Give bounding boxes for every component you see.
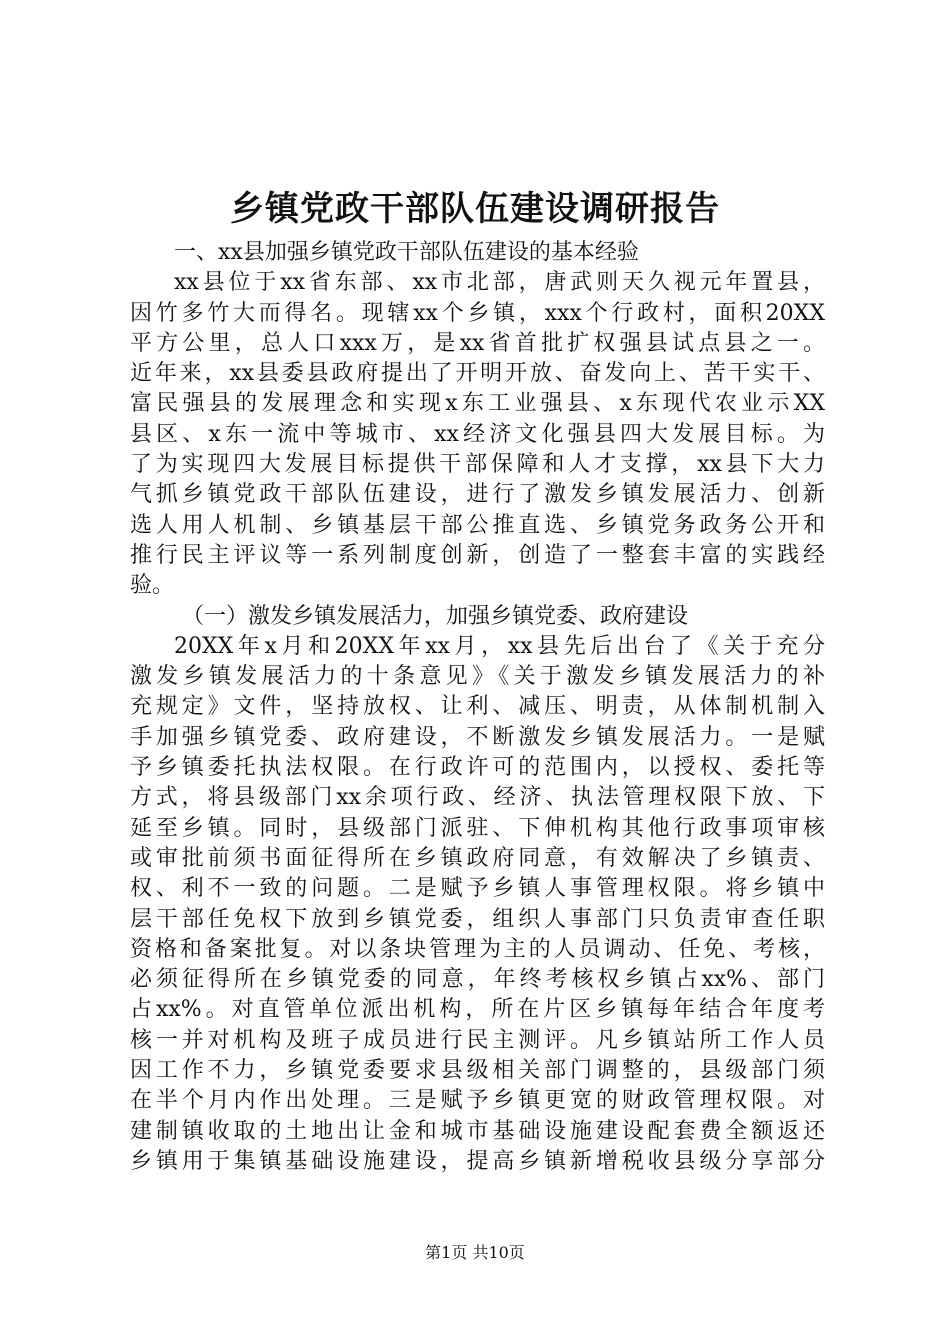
paragraph-line: 占xx%。对直管单位派出机构，所在片区乡镇每年结合年度考 [130, 997, 825, 1023]
paragraph-line: 或审批前须书面征得所在乡镇政府同意，有效解决了乡镇责、 [130, 845, 825, 871]
paragraph-line: 权、利不一致的问题。二是赋予乡镇人事管理权限。将乡镇中 [130, 876, 825, 902]
paragraph-line: 必须征得所在乡镇党委的同意，年终考核权乡镇占xx%、部门 [130, 967, 825, 993]
page-footer: 第1页 共10页 [425, 1243, 525, 1262]
paragraph-line: 富民强县的发展理念和实现x东工业强县、x东现代农业示XX [130, 391, 825, 417]
paragraph-line: 充规定》文件，坚持放权、让利、减压、明责，从体制机制入 [130, 694, 825, 720]
document-title: 乡镇党政干部队伍建设调研报告 [230, 189, 720, 229]
subsection-heading: （一）激发乡镇发展活力，加强乡镇党委、政府建设 [182, 603, 689, 629]
paragraph-line: 平方公里，总人口xxx万，是xx省首批扩权强县试点县之一。 [130, 330, 825, 356]
paragraph-line: 乡镇用于集镇基础设施建设，提高乡镇新增税收县级分享部分 [130, 1148, 825, 1174]
paragraph-line: 近年来，xx县委县政府提出了开明开放、奋发向上、苦干实干、 [130, 361, 825, 387]
paragraph-line: 在半个月内作出处理。三是赋予乡镇更宽的财政管理权限。对 [130, 1088, 825, 1114]
paragraph-line: 验。 [130, 573, 175, 599]
paragraph-line: 推行民主评议等一系列制度创新，创造了一整套丰富的实践经 [130, 542, 825, 568]
paragraph-line: 激发乡镇发展活力的十条意见》《关于激发乡镇发展活力的补 [130, 664, 825, 690]
paragraph-line: 层干部任免权下放到乡镇党委，组织人事部门只负责审查任职 [130, 906, 825, 932]
paragraph-line: 核一并对机构及班子成员进行民主测评。凡乡镇站所工作人员 [130, 1027, 825, 1053]
paragraph-line: 选人用人机制、乡镇基层干部公推直选、乡镇党务政务公开和 [130, 512, 825, 538]
paragraph-line: 因工作不力，乡镇党委要求县级相关部门调整的，县级部门须 [130, 1058, 825, 1084]
paragraph-line: 20XX年x月和20XX年xx月，xx县先后出台了《关于充分 [174, 633, 825, 659]
paragraph-line: 予乡镇委托执法权限。在行政许可的范围内，以授权、委托等 [130, 755, 825, 781]
paragraph-line: 手加强乡镇党委、政府建设，不断激发乡镇发展活力。一是赋 [130, 724, 825, 750]
paragraph-line: 气抓乡镇党政干部队伍建设，进行了激发乡镇发展活力、创新 [130, 482, 825, 508]
section-heading: 一、xx县加强乡镇党政干部队伍建设的基本经验 [174, 240, 639, 265]
paragraph-line: 了为实现四大发展目标提供干部保障和人才支撑，xx县下大力 [130, 452, 825, 478]
paragraph-line: 县区、x东一流中等城市、xx经济文化强县四大发展目标。为 [130, 421, 825, 447]
paragraph-line: 因竹多竹大而得名。现辖xx个乡镇，xxx个行政村，面积20XX [130, 300, 825, 326]
paragraph-line: 建制镇收取的土地出让金和城市基础设施建设配套费全额返还 [130, 1118, 825, 1144]
paragraph-line: xx县位于xx省东部、xx市北部，唐武则天久视元年置县， [174, 270, 825, 296]
document-body [130, 238, 825, 1177]
paragraph-line: 延至乡镇。同时，县级部门派驻、下伸机构其他行政事项审核 [130, 815, 825, 841]
paragraph-line: 方式，将县级部门xx余项行政、经济、执法管理权限下放、下 [130, 785, 825, 811]
paragraph-line: 资格和备案批复。对以条块管理为主的人员调动、任免、考核， [130, 936, 825, 962]
